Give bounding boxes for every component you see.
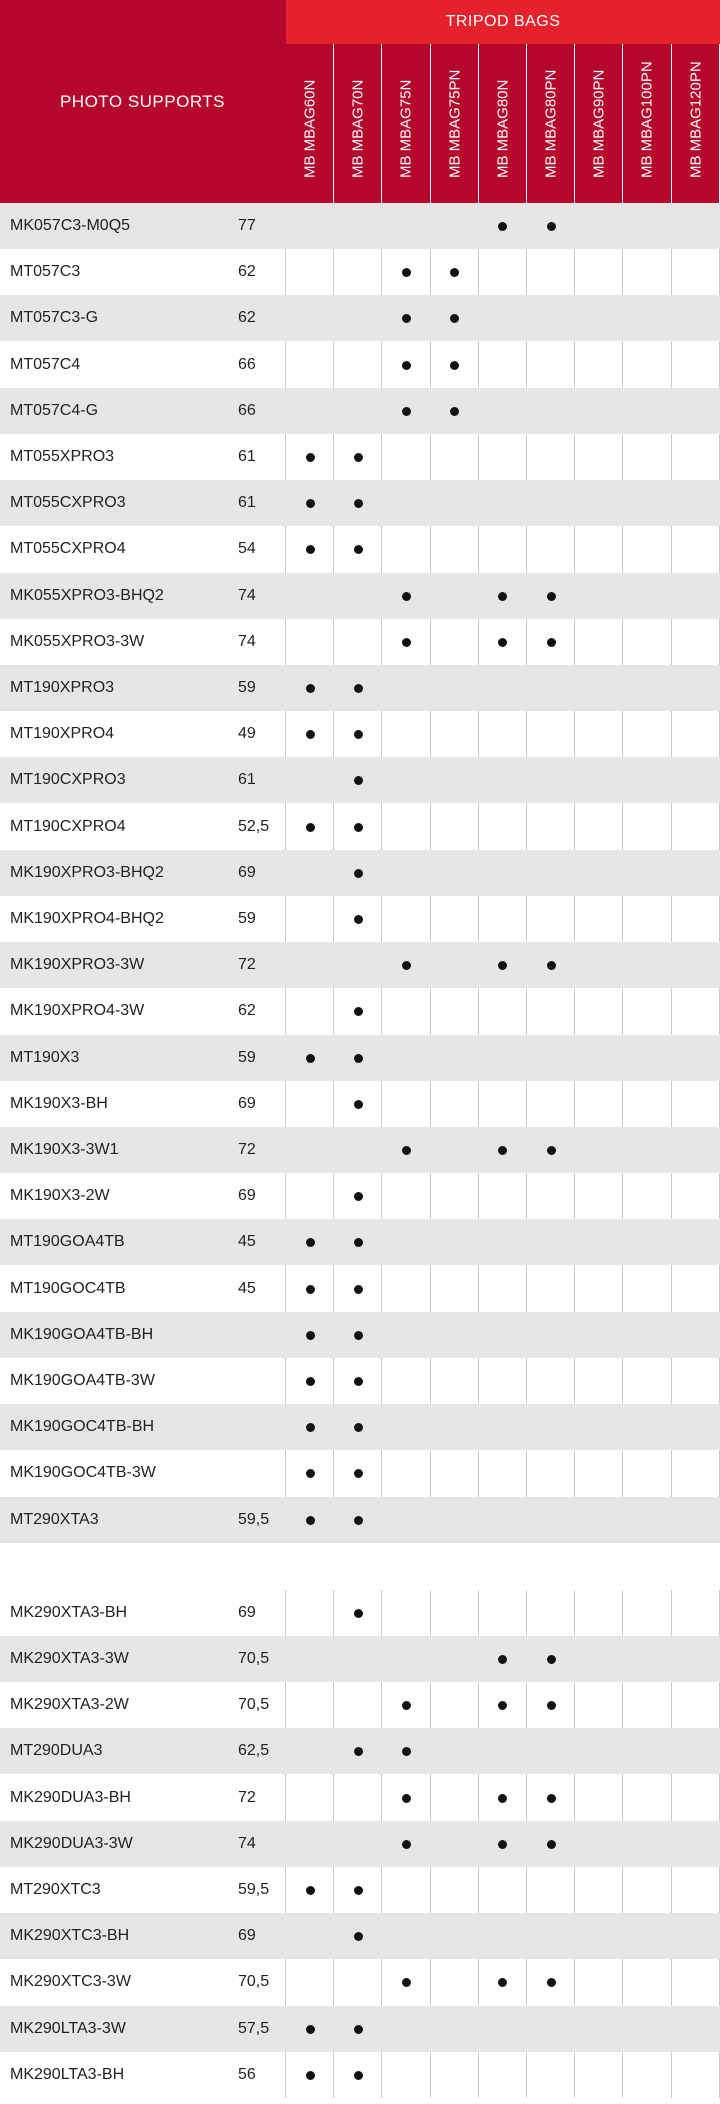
table-row [0,480,720,526]
compatibility-dot [354,915,363,924]
support-value: 49 [238,725,256,743]
compatibility-dot [354,1007,363,1016]
compatibility-dot [402,961,411,970]
compatibility-dot [354,1516,363,1525]
column-header-label: MB MBAG100PN [638,61,656,178]
support-model: MK190XPRO4-3W [10,1002,145,1020]
support-value: 62,5 [238,1742,270,1760]
support-model: MK057C3-M0Q5 [10,217,131,234]
support-value: 62 [238,309,256,327]
support-model: MT055XPRO3 [10,448,115,465]
compatibility-dot [402,1840,411,1849]
support-model: MT190GOC4TB [10,1279,126,1297]
compatibility-dot [354,684,363,693]
table-row [0,1728,720,1774]
compatibility-dot [306,2025,315,2034]
compatibility-dot [450,361,459,370]
compatibility-dot [547,1146,556,1155]
table-row [0,1173,720,1219]
support-value: 56 [238,2065,256,2083]
compatibility-dot [450,314,459,323]
support-value: 45 [238,1233,256,1251]
table-row [0,619,720,665]
compatibility-dot [402,268,411,277]
compatibility-dot [354,869,363,878]
compatibility-dot [354,1192,363,1201]
column-header-label: MB MBAG75PN [446,69,464,178]
support-value: 59 [238,910,256,927]
support-model: MT057C3-G [10,309,99,327]
column-header-label: MB MBAG70N [349,79,367,178]
compatibility-dot [306,545,315,554]
support-model: MK190XPRO4-BHQ2 [10,910,164,927]
support-value: 54 [238,540,256,558]
table-row [0,203,720,249]
support-model: MK290DUA3-3W [10,1834,133,1852]
table-row [0,1081,720,1127]
support-model: MT290XTC3 [10,1881,101,1898]
compatibility-dot [498,1978,507,1987]
support-model: MK290DUA3-BH [10,1788,131,1806]
table-row [0,1959,720,2005]
compatibility-dot [354,1609,363,1618]
photo-supports-heading: PHOTO SUPPORTS [59,91,226,111]
support-model: MT290DUA3 [10,1742,103,1760]
support-value: 70,5 [238,1973,270,1991]
support-value: 59,5 [238,1510,270,1528]
support-value: 74 [238,586,256,604]
compatibility-dot [402,638,411,647]
compatibility-dot [547,1655,556,1664]
compatibility-dot [354,499,363,508]
support-value: 74 [238,1834,256,1852]
support-model: MT190X3 [10,1048,80,1066]
support-model: MK055XPRO3-3W [10,632,145,650]
compatibility-dot [306,2071,315,2080]
compatibility-dot [354,1377,363,1386]
column-divider [430,44,431,203]
compatibility-dot [306,1516,315,1525]
column-header-label: MB MBAG75N [397,79,415,178]
tripod-bags-heading: TRIPOD BAGS [286,0,720,44]
compatibility-dot [306,730,315,739]
compatibility-dot [306,499,315,508]
support-model: MT190CXPRO3 [10,771,126,789]
compatibility-dot [547,1840,556,1849]
table-row [0,526,720,572]
support-value: 72 [238,1788,256,1806]
support-model: MT055CXPRO3 [10,494,126,512]
column-divider [526,44,527,203]
table-row [0,342,720,388]
compatibility-dot [306,1423,315,1432]
compatibility-dot [306,684,315,693]
table-row [0,573,720,619]
column-header [431,44,479,203]
support-model: MT055CXPRO4 [10,540,126,558]
column-header [382,44,430,203]
table-row [0,896,720,942]
table-row [0,2052,720,2098]
table-row [0,1913,720,1959]
support-model: MK190XPRO3-BHQ2 [10,863,164,881]
support-value: 69 [238,1603,256,1621]
table-row [0,942,720,988]
compatibility-dot [354,823,363,832]
compatibility-dot [306,823,315,832]
compatibility-dot [354,1932,363,1941]
support-value: 66 [238,401,256,419]
support-model: MK290LTA3-3W [10,2019,126,2037]
support-model: MT057C4 [10,355,81,373]
compatibility-dot [402,592,411,601]
support-value: 69 [238,1927,256,1945]
compatibility-dot [402,407,411,416]
column-header-label: MB MBAG80PN [542,69,560,178]
compatibility-dot [354,776,363,785]
compatibility-dot [498,1840,507,1849]
support-model: MK190GOA4TB-3W [10,1372,155,1389]
table-row [0,1035,720,1081]
support-model: MK190GOA4TB-BH [10,1325,154,1343]
compatibility-dot [402,1701,411,1710]
column-header [527,44,575,203]
table-header [0,0,720,203]
support-model: MT290XTA3 [10,1510,99,1528]
support-value: 61 [238,448,256,465]
support-model: MK190X3-BH [10,1094,108,1112]
support-value: 61 [238,494,256,512]
column-divider [333,44,334,203]
column-header [575,44,623,203]
table-row [0,1358,720,1404]
compatibility-dot [354,1331,363,1340]
compatibility-dot [354,2071,363,2080]
table-row [0,1266,720,1312]
compatibility-dot [306,1469,315,1478]
support-value: 61 [238,771,256,789]
compatibility-dot [306,1238,315,1247]
support-model: MK190GOC4TB-BH [10,1418,155,1436]
support-value: 72 [238,1141,256,1158]
compatibility-dot [306,453,315,462]
compatibility-dot [498,1794,507,1803]
compatibility-dot [402,1978,411,1987]
table-row [0,1775,720,1821]
table-row [0,711,720,757]
table-row [0,1821,720,1867]
column-divider [574,44,575,203]
table-row [0,1404,720,1450]
compatibility-dot [547,961,556,970]
table-row [0,295,720,341]
table-row [0,2006,720,2052]
support-model: MT057C3 [10,263,81,281]
support-model: MT190XPRO4 [10,725,115,743]
compatibility-dot [354,453,363,462]
column-header [286,44,334,203]
support-value: 72 [238,956,256,974]
compatibility-dot [354,1285,363,1294]
table-row [0,1590,720,1636]
table-row [0,1450,720,1496]
compatibility-dot [354,1886,363,1895]
support-model: MK190X3-3W1 [10,1141,119,1158]
support-value: 70,5 [238,1650,270,1667]
compatibility-dot [354,1423,363,1432]
compatibility-dot [498,222,507,231]
support-value: 57,5 [238,2019,270,2037]
support-value: 59 [238,679,256,696]
compatibility-dot [498,1655,507,1664]
compatibility-dot [354,545,363,554]
table-row [0,1127,720,1173]
compatibility-dot [402,361,411,370]
support-model: MT057C4-G [10,401,99,419]
support-model: MK290XTA3-3W [10,1650,129,1667]
compatibility-dot [306,1377,315,1386]
column-header [672,44,720,203]
support-model: MT190GOA4TB [10,1233,125,1251]
compatibility-dot [354,1469,363,1478]
column-header [334,44,382,203]
table-row [0,249,720,295]
table-row [0,1312,720,1358]
support-value: 74 [238,632,256,650]
support-value: 69 [238,1094,256,1112]
support-model: MT190XPRO3 [10,679,115,696]
table-row [0,804,720,850]
compatibility-dot [547,592,556,601]
compatibility-dot [498,1146,507,1155]
compatibility-dot [450,407,459,416]
support-model: MK290LTA3-BH [10,2065,125,2083]
compatibility-dot [547,1794,556,1803]
support-value: 69 [238,863,256,881]
support-model: MK190XPRO3-3W [10,956,145,974]
support-model: MK290XTA3-2W [10,1696,129,1714]
table-row [0,1867,720,1913]
table-row [0,1636,720,1682]
column-divider [622,44,623,203]
table-row [0,988,720,1034]
column-header-label: MB MBAG60N [301,79,319,178]
compatibility-dot [498,961,507,970]
column-header-label: MB MBAG120PN [687,61,705,178]
compatibility-dot [354,1238,363,1247]
support-value: 66 [238,355,256,373]
support-model: MT190CXPRO4 [10,817,126,835]
compatibility-dot [354,1747,363,1756]
compatibility-dot [354,730,363,739]
compatibility-dot [306,1886,315,1895]
table-row [0,850,720,896]
column-header-label: MB MBAG80N [494,79,512,178]
column-divider [478,44,479,203]
support-model: MK190X3-2W [10,1187,110,1205]
compatibility-dot [306,1285,315,1294]
compatibility-dot [354,1054,363,1063]
compatibility-dot [402,1146,411,1155]
compatibility-dot [354,1100,363,1109]
support-value: 70,5 [238,1696,270,1714]
table-row [0,665,720,711]
support-model: MK290XTC3-BH [10,1927,130,1945]
support-value: 59 [238,1048,256,1066]
compatibility-dot [402,314,411,323]
support-model: MK290XTA3-BH [10,1603,128,1621]
support-value: 45 [238,1279,256,1297]
column-header [623,44,671,203]
table-row [0,434,720,480]
column-header [479,44,527,203]
support-value: 62 [238,1002,256,1020]
compatibility-dot [402,1747,411,1756]
table-row [0,1219,720,1265]
compatibility-dot [354,2025,363,2034]
compatibility-dot [306,1331,315,1340]
table-row [0,757,720,803]
support-value: 59,5 [238,1881,270,1898]
column-divider [671,44,672,203]
table-row [0,388,720,434]
support-value: 69 [238,1187,256,1205]
compatibility-dot [402,1794,411,1803]
support-value: 52,5 [238,817,270,835]
table-row [0,1497,720,1543]
support-model: MK055XPRO3-BHQ2 [10,586,164,604]
compatibility-dot [306,1054,315,1063]
column-divider [381,44,382,203]
compatibility-dot [498,638,507,647]
compatibility-dot [498,1701,507,1710]
compatibility-dot [450,268,459,277]
compatibility-dot [547,638,556,647]
column-header-label: MB MBAG90PN [590,69,608,178]
support-model: MK290XTC3-3W [10,1973,131,1991]
compatibility-dot [547,1978,556,1987]
compatibility-dot [498,592,507,601]
table-row [0,1682,720,1728]
support-value: 62 [238,263,256,281]
support-model: MK190GOC4TB-3W [10,1464,156,1482]
compatibility-dot [547,222,556,231]
compatibility-dot [547,1701,556,1710]
support-value: 77 [238,217,256,234]
